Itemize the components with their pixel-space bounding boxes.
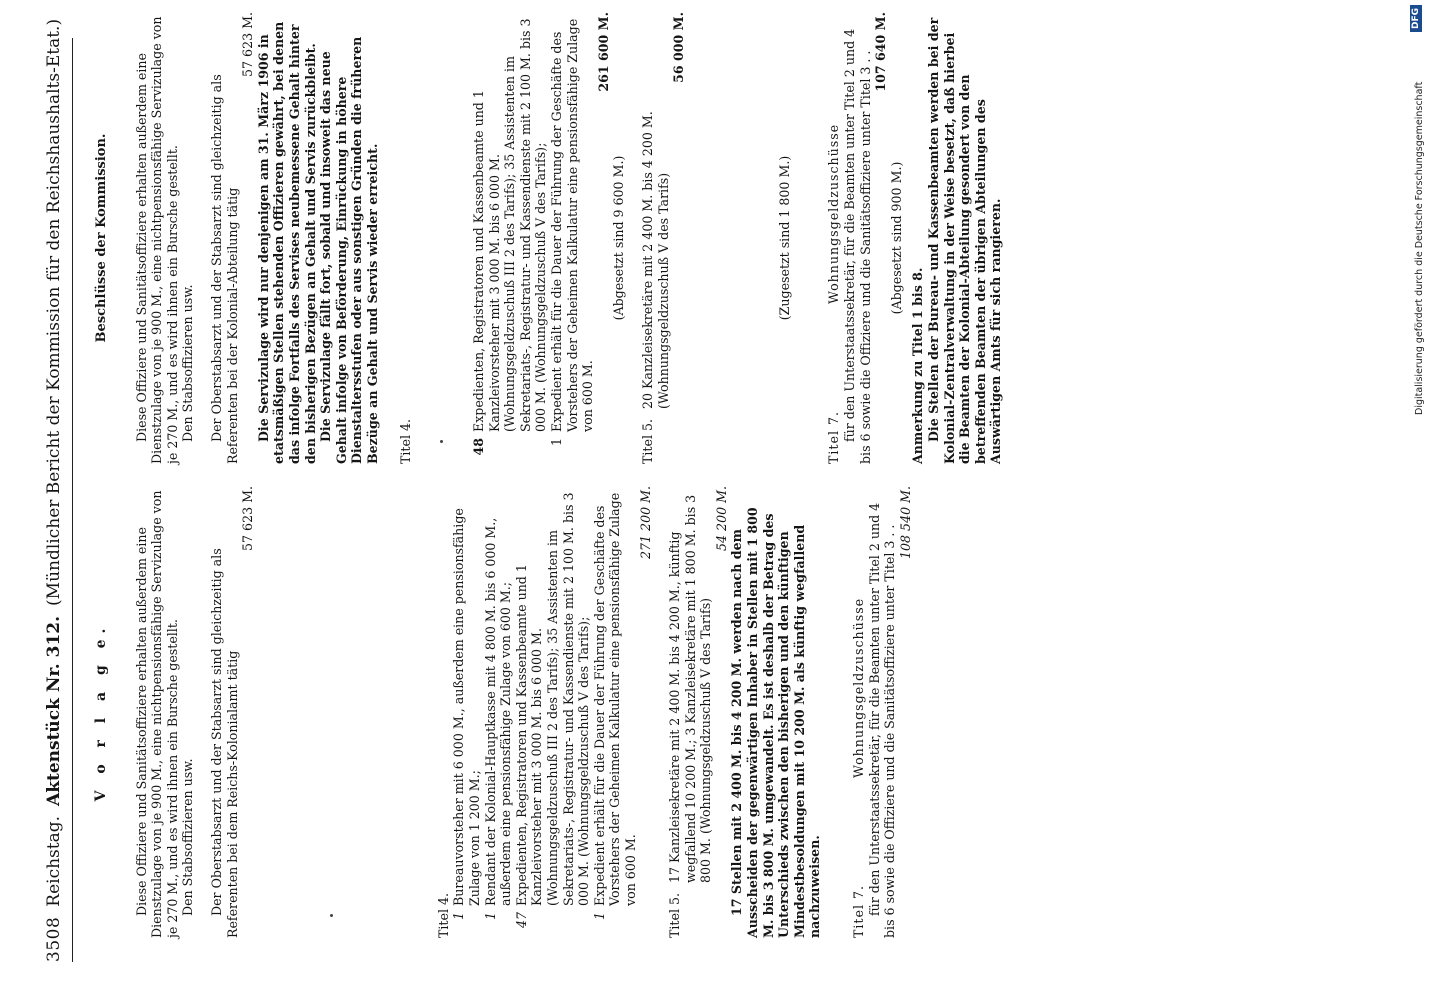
beschluesse-titel-7-text: für den Unterstaatssekretär, für die Beamten unter Titel 2 und 4 bis 6 sowie die Offiziere und die Sanitätsoffiziere unter Titel 3 . .	[842, 28, 873, 464]
vorlage-paragraph-2: Den Stabsoffizieren usw.	[180, 758, 196, 916]
beschluesse-titel-7-heading: Wohnungsgeldzuschüsse	[826, 123, 842, 304]
digitization-note: Digitalisierung gefördert durch die Deutsche Forschungsgemeinschaft	[1414, 81, 1425, 415]
vorlage-paragraph-3-amount: 57 623 M.	[240, 486, 256, 551]
header-rule	[72, 38, 73, 962]
beschluesse-titel-4-item: 48 Expedienten, Registratoren und Kassenbeamte und 1 Kanzleivorsteher mit 3 000 M. bis 6 000 M. (Wohnungsgeldzuschuß III 2 des Tarifs); 35 Assistenten im Sekretariats-, Registratur- und Kassendienste mit 2 100 M. bis 3 000 M. (Wohnungsgeldzuschuß V des Tarifs);	[471, 18, 549, 456]
vorlage-titel-4-item: 1 Rendant der Kolonial-Hauptkasse mit 4 800 M. bis 6 000 M., außerdem eine pensionsfähige Zulage von 600 M.;	[482, 517, 514, 921]
header-aktenstueck: Aktenstück Nr. 312.	[44, 615, 64, 806]
beschluesse-titel-7-amount: 107 640 M.	[873, 12, 889, 92]
vorlage-titel-5-note: 17 Stellen mit 2 400 M. bis 4 200 M. werden nach dem Ausscheiden der gegenwärtigen Inhaber in Stellen mit 1 800 M. bis 3 800 M. umgewandelt. Es ist deshalb der Betrag des Unterschieds zwischen den bisherigen und den künftigen Mindestbesoldungen mit 10 200 M. als künftig wegfallend nachzuweisen.	[729, 507, 823, 938]
vorlage-column	[86, 486, 913, 938]
beschluesse-titel-7-note: (Abgesetzt sind 900 M.)	[888, 161, 904, 315]
header-subtitle: (Mündlicher Bericht der Kommission für den Reichshaushalts-Etat.)	[44, 18, 64, 606]
beschluesse-paragraph-3: Der Oberstabsarzt und der Stabsarzt sind gleichzeitig als Referenten bei der Kolonial-Abteilung tätig	[208, 74, 240, 464]
scan-speck	[440, 440, 443, 443]
beschluesse-paragraph-2: Den Stabsoffizieren usw.	[180, 284, 196, 442]
header-reichstag: Reichstag.	[44, 815, 64, 907]
vorlage-titel-4-item: 1 Bureauvorsteher mit 6 000 M., außerdem eine pensionsfähige Zulage von 1 200 M.;	[451, 508, 482, 921]
anmerkung-heading: Anmerkung zu Titel 1 bis 8.	[910, 267, 926, 464]
beschluesse-titel-7: Titel 7. Wohnungsgeldzuschüsse	[826, 123, 842, 464]
beschluesse-titel-5-amount: 56 000 M.	[671, 12, 687, 83]
vorlage-titel-5-text: 17 Kanzleisekretäre mit 2 400 M. bis 4 200 M., künftig wegfallend 10 200 M.; 3 Kanzleisekretäre mit 1 800 M. bis 3 800 M. (Wohnungsgeldzuschuß V des Tarifs)	[667, 494, 714, 883]
beschluesse-column	[86, 12, 1004, 464]
page-number: 3508	[44, 916, 64, 962]
beschluesse-titel-5-text: 20 Kanzleisekretäre mit 2 400 M. bis 4 200 M. (Wohnungsgeldzuschuß V des Tarifs)	[640, 111, 671, 409]
scan-speck	[330, 914, 333, 917]
anmerkung-text: Die Stellen der Bureau- und Kassenbeamten werden bei der Kolonial-Zentralverwaltung in der Weise besetzt, daß hierbei die Beamten der Kolonial-Abteilung gesondert von den betreffenden Beamten der übrigen Abteilungen des Auswärtigen Amts für sich rangieren.	[925, 17, 1004, 464]
vorlage-titel-7: Titel 7. Wohnungsgeldzuschüsse	[851, 597, 866, 938]
vorlage-titel-5: Titel 5. 17 Kanzleisekretäre mit 2 400 M. bis 4 200 M., künftig wegfallend 10 200 M.; 3 Kanzleisekretäre mit 1 800 M. bis 3 800 M. (Wohnungsgeldzuschuß V des Tarifs)	[667, 486, 714, 938]
beschluesse-paragraph-5: Die Servizulage fällt fort, sobald und insoweit das neue Gehalt infolge von Beförderung, Einrückung in höhere Dienstaltersstufen oder aus sonstigen Gründen die früheren Bezüge an Gehalt und Servis wieder erreicht.	[318, 36, 380, 464]
vorlage-titel-4: Titel 4.	[435, 893, 451, 938]
beschluesse-titel-4-note: (Abgesetzt sind 9 600 M.)	[611, 155, 627, 321]
page-header	[44, 18, 64, 962]
dfg-logo: DFG	[1410, 5, 1422, 32]
beschluesse-titel-5: Titel 5. 20 Kanzleisekretäre mit 2 400 M. bis 4 200 M. (Wohnungsgeldzuschuß V des Tarifs)	[640, 12, 671, 464]
vorlage-titel-5-amount: 54 200 M.	[713, 486, 729, 551]
vorlage-paragraph-1: Diese Offiziere und Sanitätsoffiziere erhalten außerdem eine Dienstzulage von je 900 M., eine nichtpensionsfähige Servizulage von je 270 M., und es wird ihnen ein Bursche gestellt.	[133, 490, 180, 938]
beschluesse-heading: Beschlüsse der Kommission.	[94, 133, 109, 343]
beschluesse-paragraph-1: Diese Offiziere und Sanitätsoffiziere erhalten außerdem eine Dienstzulage von je 900 M., eine nichtpensionsfähige Servizulage von je 270 M., und es wird ihnen ein Bursche gestellt.	[133, 16, 180, 464]
vorlage-heading: V o r l a g e.	[93, 622, 109, 802]
vorlage-titel-7-text: für den Unterstaatssekretär, für die Beamten unter Titel 2 und 4 bis 6 sowie die Offiziere und die Sanitätsoffiziere unter Titel 3 . .	[866, 502, 898, 938]
beschluesse-titel-4: Titel 4.	[397, 419, 413, 464]
vorlage-titel-4-amount: 271 200 M.	[638, 486, 654, 559]
beschluesse-titel-4-item: 1 Expedient erhält für die Dauer der Führung der Geschäfte des Vorstehers der Geheimen Kalkulatur eine pensionsfähige Zulage von 600 M.	[549, 18, 596, 447]
beschluesse-titel-4-amount: 261 600 M.	[595, 12, 611, 92]
beschluesse-paragraph-3-amount: 57 623 M.	[240, 12, 256, 77]
beschluesse-paragraph-4: Die Servizulage wird nur denjenigen am 31. März 1906 in etatsmäßigen Stellen stehenden Offizieren gewährt, bei denen das infolge Fortfalls des Servises neubemessene Gehalt hinter den bisherigen Bezügen an Gehalt und Servis zurückbleibt.	[255, 21, 318, 464]
beschluesse-titel-5-note: (Zugesetzt sind 1 800 M.)	[776, 155, 792, 321]
vorlage-titel-7-amount: 108 540 M.	[897, 486, 913, 559]
vorlage-titel-7-heading: Wohnungsgeldzuschüsse	[851, 597, 866, 778]
vorlage-titel-4-item: 1 Expedient erhält für die Dauer der Führung der Geschäfte des Vorstehers der Geheimen Kalkulatur eine pensionsfähige Zulage von 600 M.	[591, 492, 638, 921]
vorlage-titel-4-item: 47 Expedienten, Registratoren und Kassenbeamte und 1 Kanzleivorsteher mit 3 000 M. bis 6 000 M. (Wohnungsgeldzuschuß III 2 des Tarifs); 35 Assistenten im Sekretariats-, Registratur- und Kassendienste mit 2 100 M. bis 3 000 M. (Wohnungsgeldzuschuß V des Tarifs);	[513, 492, 592, 929]
vorlage-paragraph-3: Der Oberstabsarzt und der Stabsarzt sind gleichzeitig als Referenten bei dem Reichs-Kolonialamt tätig	[208, 548, 240, 938]
